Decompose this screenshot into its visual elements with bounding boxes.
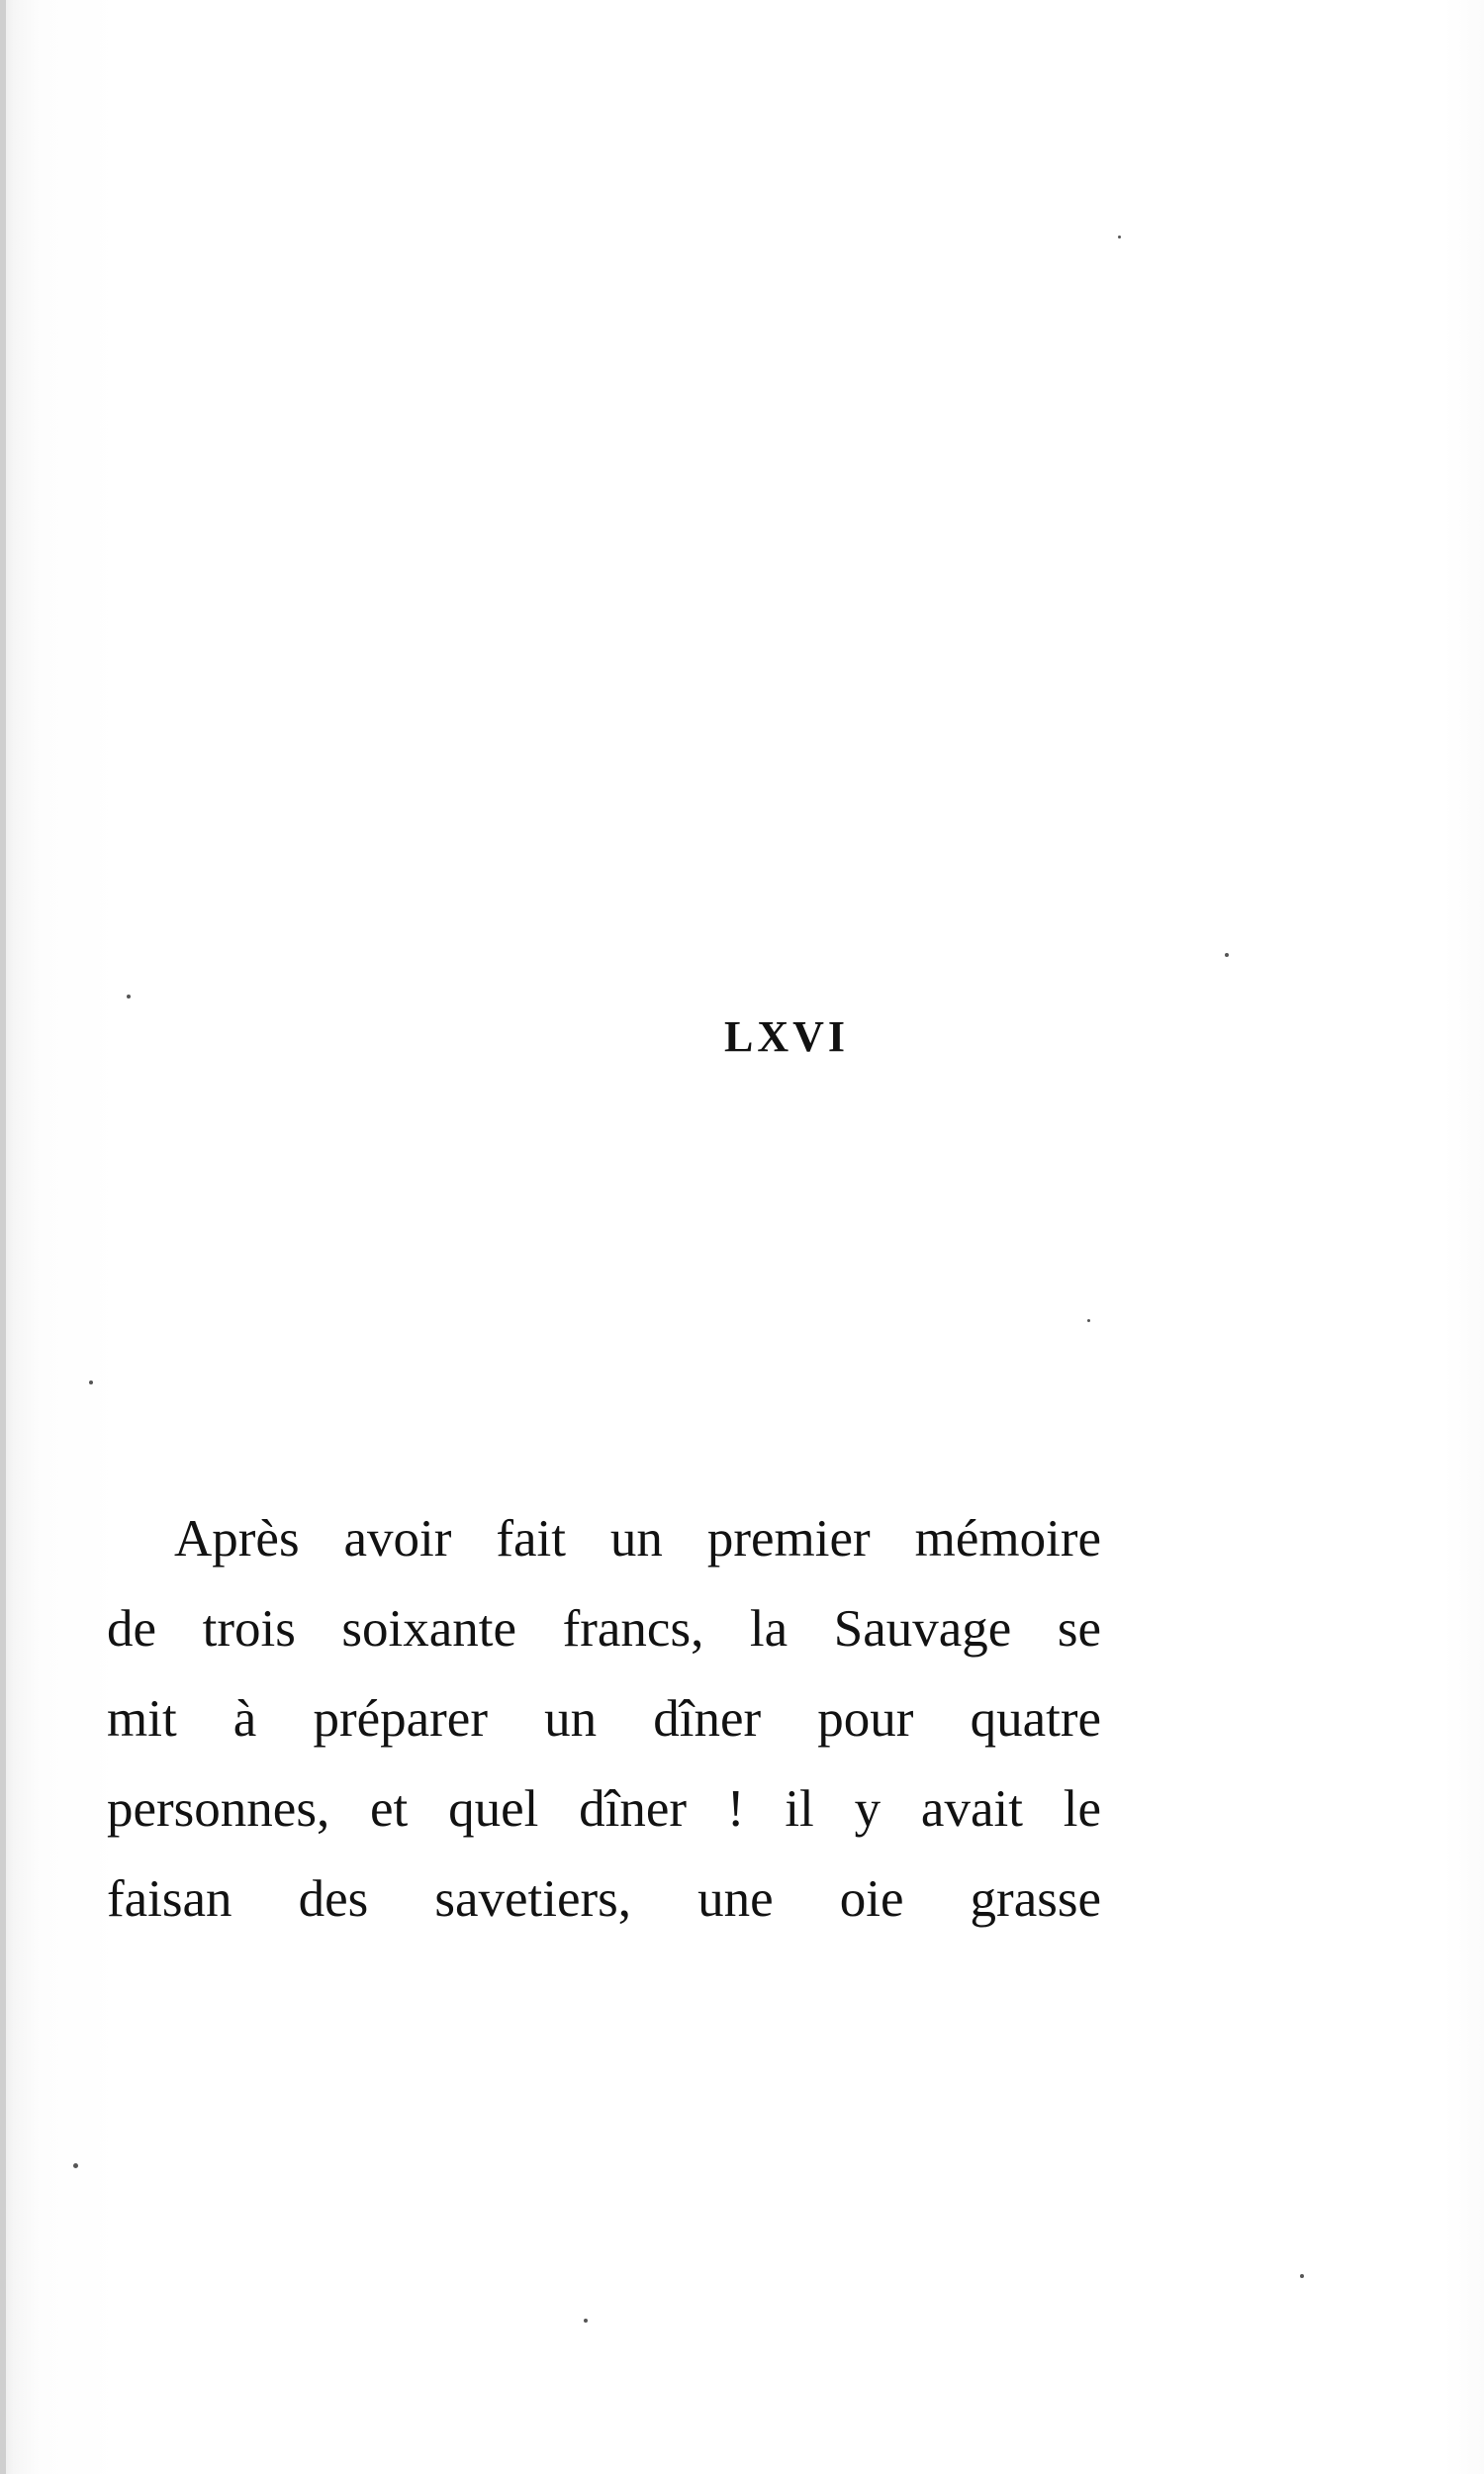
text-line: personnes, et quel dîner ! il y avait le (107, 1780, 1101, 1838)
paper-speck (1118, 236, 1121, 238)
chapter-heading: LXVI (723, 1012, 850, 1061)
paper-speck (1087, 1319, 1090, 1322)
text-line: Après avoir fait un premier mémoire (174, 1510, 1101, 1568)
text-line: mit à préparer un dîner pour quatre (107, 1690, 1101, 1748)
paper-speck (1225, 953, 1229, 957)
paper-speck (584, 2319, 588, 2323)
page-edge-shadow (0, 0, 6, 2474)
body-paragraph (107, 1494, 1101, 1945)
paper-speck (89, 1380, 93, 1384)
paper-speck (1300, 2274, 1304, 2278)
text-line: faisan des savetiers, une oie grasse (107, 1870, 1101, 1928)
paper-speck (73, 2163, 78, 2168)
text-line: de trois soixante francs, la Sauvage se (107, 1600, 1101, 1658)
paper-speck (127, 995, 131, 999)
